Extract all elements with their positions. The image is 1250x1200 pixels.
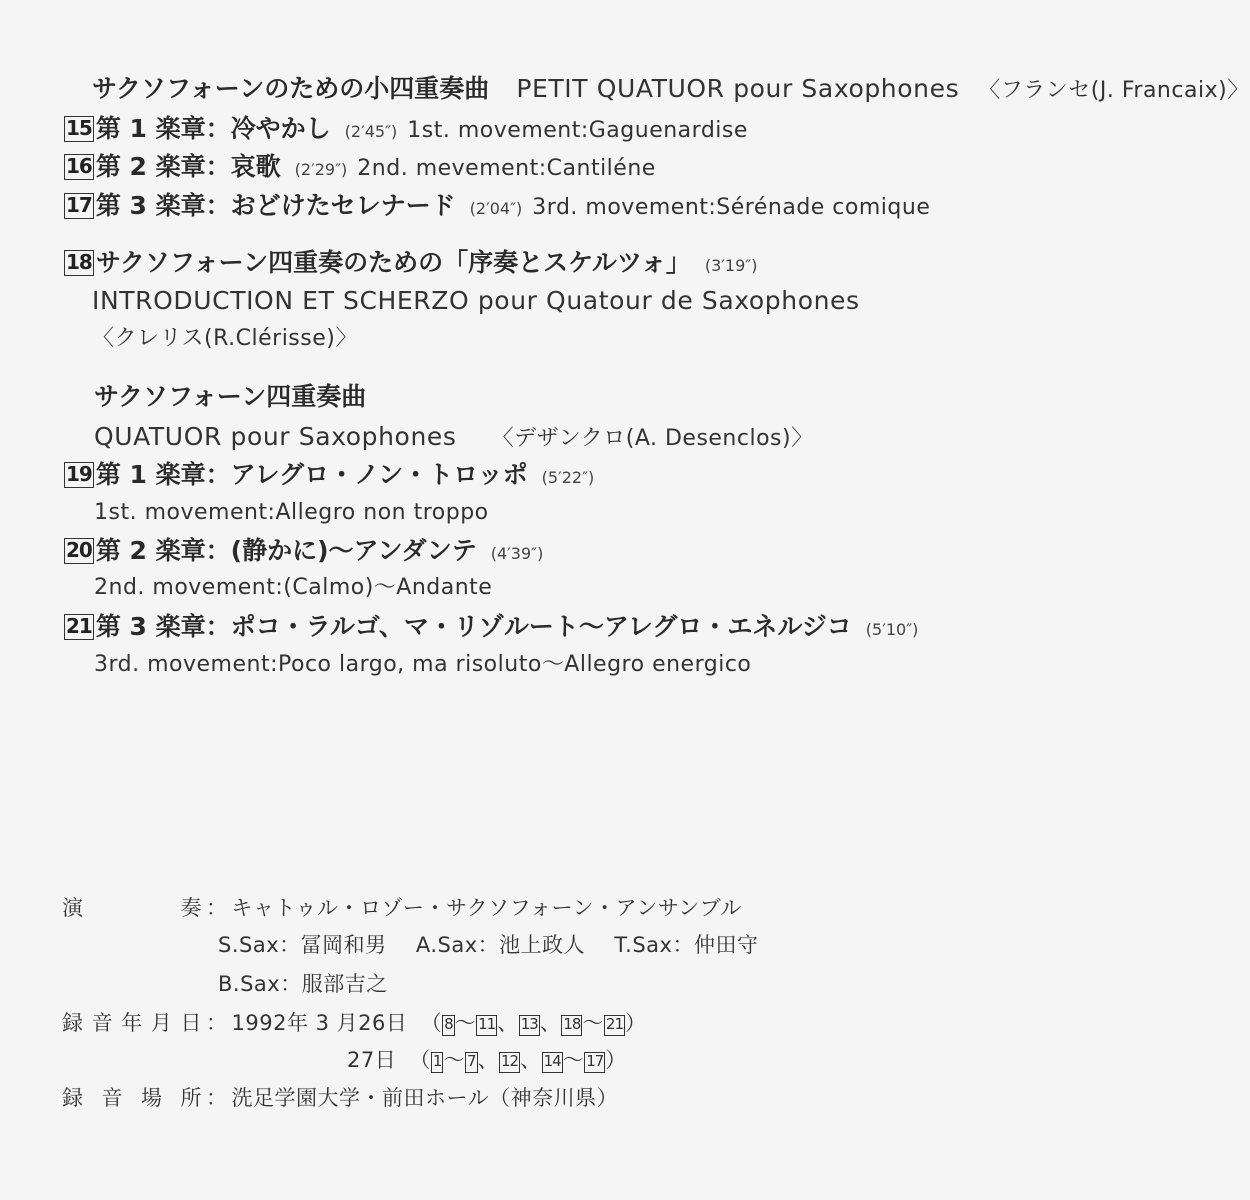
member-name: 服部吉之: [301, 972, 388, 996]
performer-row: 演奏 ： キャトゥル・ロゾー・サクソフォーン・アンサンブル: [62, 896, 742, 920]
track-row: [64, 250, 768, 276]
member-name: 池上政人: [499, 933, 586, 957]
track-row: [64, 154, 656, 180]
movement-title-jp: 第 3 楽章：おどけたセレナード: [95, 191, 456, 220]
movement-title-en: 2nd. movement:(Calmo)～Andante: [94, 575, 493, 600]
track-duration: (2′04″): [469, 199, 523, 218]
recording-place-label: 録音場所: [62, 1086, 202, 1110]
movement-title-jp: 第 2 楽章：(静かに)～アンダンテ: [95, 536, 477, 565]
member-part: B.Sax: [218, 972, 281, 996]
performer-name: キャトゥル・ロゾー・サクソフォーン・アンサンブル: [231, 896, 742, 920]
intro-composer: 〈クレリス(R.Clérisse)〉: [92, 326, 358, 351]
recording-date-1: 1992年 3 月26日: [231, 1011, 408, 1035]
track-ref: 7: [465, 1052, 478, 1073]
show-through-text: [1000, 370, 1020, 399]
petit-title-row: [92, 76, 1250, 102]
movement-title-en: 1st. movement:Gaguenardise: [407, 118, 748, 143]
petit-title-jp: サクソフォーンのための小四重奏曲: [92, 74, 490, 103]
track-number-20: 20: [66, 538, 92, 562]
movement-title-en: 2nd. mevement:Cantiléne: [357, 156, 656, 181]
track-row: [64, 193, 930, 219]
track-ref: 1: [431, 1052, 444, 1073]
movement-title-en: 3rd. movement:Poco largo, ma risoluto～Allegro energico: [94, 652, 752, 677]
track-ref: 13: [519, 1015, 540, 1036]
track-duration: (5′10″): [865, 620, 919, 639]
track-number-19: 19: [66, 462, 92, 486]
recording-place: 洗足学園大学・前田ホール（神奈川県）: [231, 1086, 619, 1110]
track-ref: 12: [499, 1052, 520, 1073]
member-part: A.Sax: [415, 933, 478, 957]
movement-title-en: 1st. movement:Allegro non troppo: [94, 500, 489, 525]
track-number-17: 17: [66, 193, 92, 217]
track-number-15: 15: [66, 116, 92, 140]
track-number-16: 16: [66, 154, 92, 178]
members-row: S.Sax：冨岡和男 A.Sax：池上政人 T.Sax：仲田守: [218, 933, 759, 957]
recording-date-2: 27日: [347, 1048, 397, 1072]
member-part: S.Sax: [218, 933, 280, 957]
track-ref: 17: [584, 1052, 605, 1073]
petit-title-en: PETIT QUATUOR pour Saxophones: [516, 74, 960, 103]
track-ref: 18: [561, 1015, 582, 1036]
quatuor-title-row-en: [94, 424, 814, 450]
movement-title-jp: 第 1 楽章：冷やかし: [95, 114, 331, 143]
track-ref: 8: [442, 1015, 455, 1036]
recording-date-label: 録音年月日: [62, 1011, 202, 1035]
track-duration: (4′39″): [490, 544, 544, 563]
track-ref: 11: [476, 1015, 497, 1036]
intro-title-jp: サクソフォーン四重奏のための「序奏とスケルツォ」: [95, 248, 691, 277]
quatuor-composer: 〈デザンクロ(A. Desenclos)〉: [491, 426, 814, 451]
member-name: 仲田守: [693, 933, 759, 957]
petit-composer: 〈フランセ(J. Francaix)〉: [978, 78, 1250, 103]
recording-date-row-2: 27日 （ 1～ 7、 12、 14～ 17）: [347, 1048, 627, 1072]
track-duration: (3′19″): [704, 256, 758, 275]
track-row: [64, 116, 748, 142]
track-duration: (5′22″): [541, 468, 595, 487]
movement-title-jp: 第 3 楽章：ポコ・ラルゴ、マ・リゾルート～アレグロ・エネルジコ: [95, 612, 852, 641]
track-number-18: 18: [66, 250, 92, 274]
member-name: 冨岡和男: [300, 933, 387, 957]
track-row: [64, 538, 553, 564]
track-ref: 21: [604, 1015, 625, 1036]
movement-title-jp: 第 2 楽章：哀歌: [95, 152, 281, 181]
intro-title-en: INTRODUCTION ET SCHERZO pour Quatour de Saxophones: [92, 286, 860, 315]
track-duration: (2′45″): [344, 122, 398, 141]
track-row: [64, 614, 928, 640]
member-part: T.Sax: [614, 933, 673, 957]
track-row: [64, 462, 604, 488]
performer-label: 演奏: [62, 896, 202, 920]
recording-place-row: 録音場所 ： 洗足学園大学・前田ホール（神奈川県）: [62, 1086, 619, 1110]
track-duration: (2′29″): [294, 160, 348, 179]
track-ref: 14: [542, 1052, 563, 1073]
quatuor-title-en: QUATUOR pour Saxophones: [94, 422, 457, 451]
members-row: B.Sax：服部吉之: [218, 972, 388, 996]
movement-title-en: 3rd. movement:Sérénade comique: [532, 195, 931, 220]
quatuor-title-jp: サクソフォーン四重奏曲: [94, 382, 367, 411]
recording-date-row: 録音年月日 ： 1992年 3 月26日 （ 8～ 11、 13、 18～ 21）: [62, 1011, 647, 1035]
movement-title-jp: 第 1 楽章：アレグロ・ノン・トロッポ: [95, 460, 528, 489]
track-number-21: 21: [66, 614, 92, 638]
